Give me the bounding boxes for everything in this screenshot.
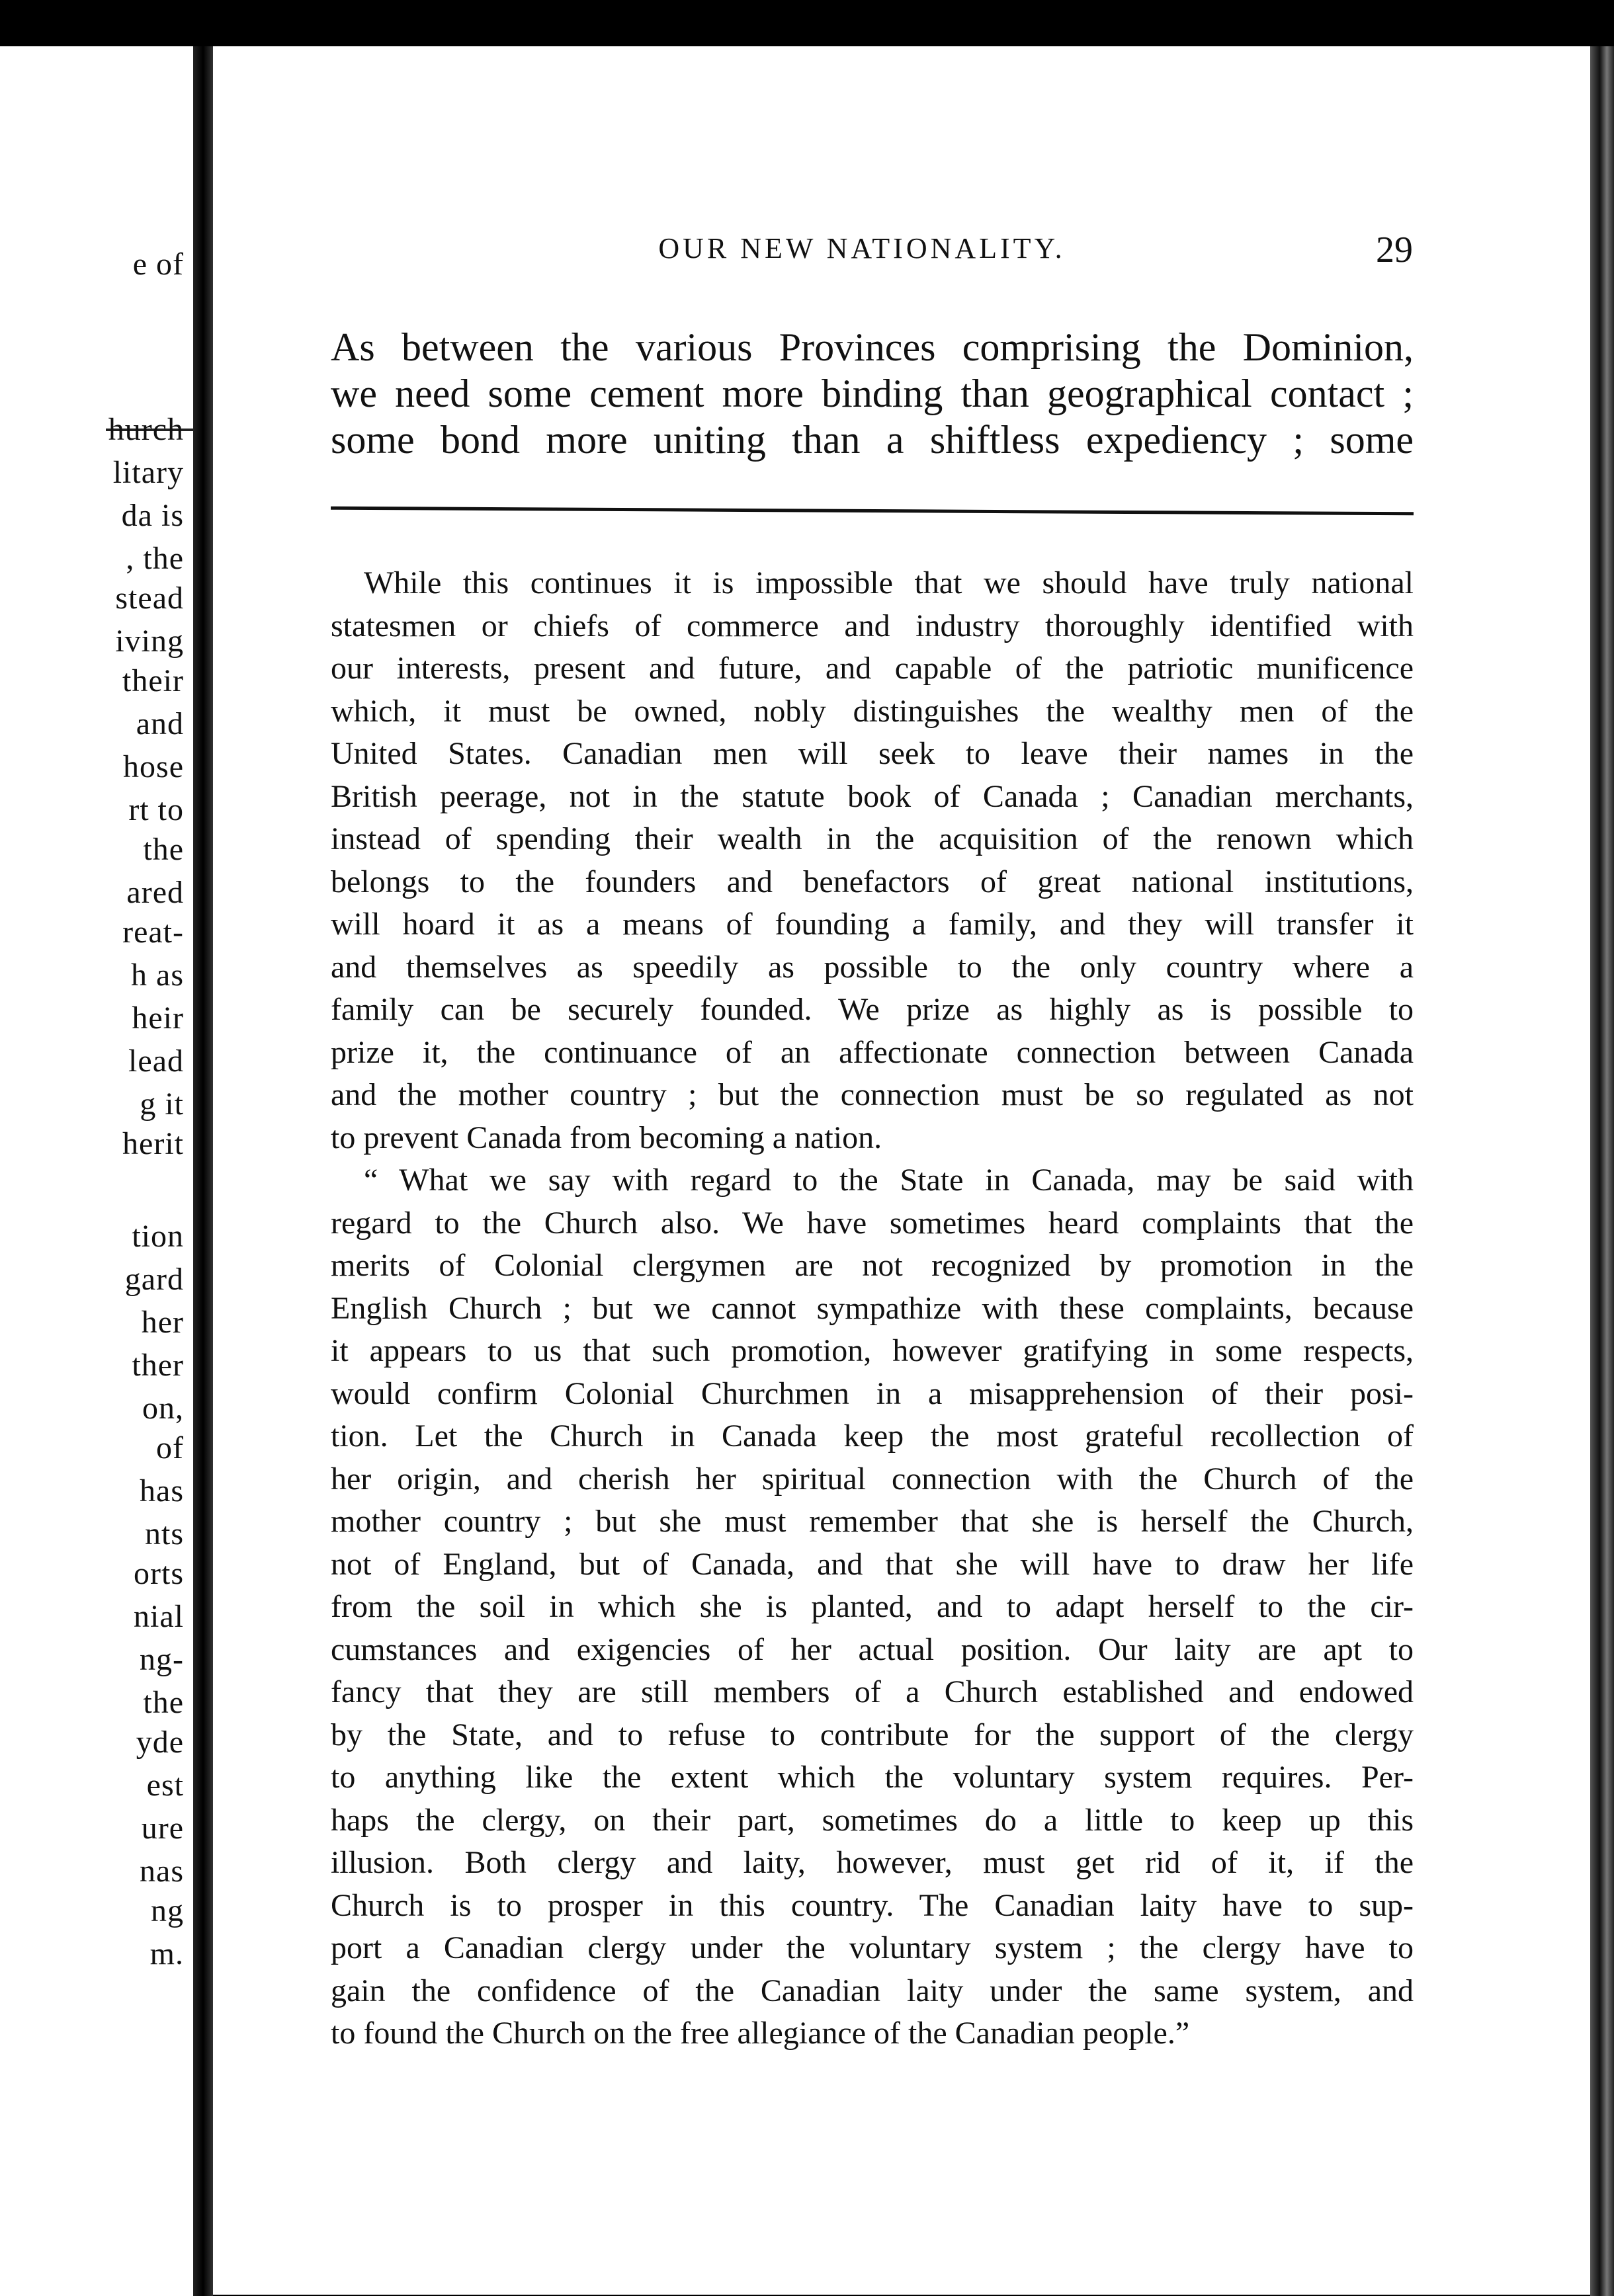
footnote-line: would confirm Colonial Churchmen in a misapprehension of their posi- xyxy=(331,1375,1414,1411)
footnote-line: Church is to prosper in this country. The Canadian laity have to sup- xyxy=(331,1887,1414,1923)
footnote-line: which, it must be owned, nobly distinguishes the wealthy men of the xyxy=(331,693,1414,729)
previous-page-fragment: and xyxy=(136,706,184,741)
footnote-line: prize it, the continuance of an affectionate connection between Canada xyxy=(331,1034,1414,1070)
previous-page-fragment: iving xyxy=(115,624,184,659)
footnote-line: to anything like the extent which the voluntary system requires. Per- xyxy=(331,1760,1414,1795)
footnote-line: our interests, present and future, and capable of the patriotic munificence xyxy=(331,651,1414,686)
footnote-line: illusion. Both clergy and laity, however, must get rid of it, if the xyxy=(331,1845,1414,1880)
footnote-line: regard to the Church also. We have sometimes heard complaints that the xyxy=(331,1205,1414,1241)
previous-page-fragment: ared xyxy=(126,875,184,910)
previous-page-fragment: nial xyxy=(134,1599,184,1634)
footnote-line: will hoard it as a means of founding a family, and they will transfer it xyxy=(331,907,1414,942)
previous-page-fragment: ure xyxy=(141,1811,184,1846)
footnote-line: to prevent Canada from becoming a nation. xyxy=(331,1120,882,1155)
body-line: some bond more uniting than a shiftless expediency ; some xyxy=(331,418,1414,462)
footnote-line: instead of spending their wealth in the acquisition of the renown which xyxy=(331,821,1414,856)
previous-page-fragment: hose xyxy=(123,749,184,784)
footnote-line: by the State, and to refuse to contribute for the support of the clergy xyxy=(331,1717,1414,1752)
footnote-line: merits of Colonial clergymen are not recognized by promotion in the xyxy=(331,1248,1414,1283)
previous-page-fragment: est xyxy=(146,1768,184,1803)
footnote-line: and themselves as speedily as possible to the only country where a xyxy=(331,949,1414,985)
previous-page-fragment: nas xyxy=(140,1854,184,1889)
footnote-line: cumstances and exigencies of her actual position. Our laity are apt to xyxy=(331,1631,1414,1667)
body-text xyxy=(331,324,1414,463)
previous-page-fragment: on, xyxy=(142,1391,184,1426)
footnote-line: belongs to the founders and benefactors of great national institutions, xyxy=(331,864,1414,899)
page-edge xyxy=(1590,46,1614,2296)
previous-page-fragment: ng- xyxy=(140,1642,184,1677)
footnote-line: United States. Canadian men will seek to leave their names in the xyxy=(331,736,1414,771)
footnote-line: port a Canadian clergy under the voluntary system ; the clergy have to xyxy=(331,1930,1414,1965)
previous-page-fragment: litary xyxy=(112,455,184,490)
previous-page-fragment: gard xyxy=(124,1262,184,1297)
previous-page-fragment: g it xyxy=(140,1086,184,1122)
previous-page-fragment: ther xyxy=(132,1348,184,1383)
previous-page-strip xyxy=(0,46,193,2296)
previous-page-fragment: has xyxy=(140,1473,184,1508)
page-number: 29 xyxy=(1376,229,1413,270)
footnote-line: it appears to us that such promotion, however gratifying in some respects, xyxy=(331,1333,1414,1368)
body-line: As between the various Provinces comprising the Dominion, xyxy=(331,325,1414,369)
book-page xyxy=(213,46,1590,2295)
previous-page-fragment: the xyxy=(143,832,184,867)
previous-page-fragment: stead xyxy=(115,581,184,616)
footnote-line: and the mother country ; but the connection must be so regulated as not xyxy=(331,1077,1414,1112)
footnote-line: mother country ; but she must remember that she is herself the Church, xyxy=(331,1504,1414,1539)
previous-page-fragment: heir xyxy=(132,1001,184,1036)
previous-page-fragment: rt to xyxy=(128,792,184,827)
footnote-line: “ What we say with regard to the State in Canada, may be said with xyxy=(364,1163,1414,1198)
footnote-line: from the soil in which she is planted, and to adapt herself to the cir- xyxy=(331,1589,1414,1624)
footnote-line: fancy that they are still members of a Church established and endowed xyxy=(331,1674,1414,1709)
previous-page-fragment: m. xyxy=(149,1936,184,1971)
previous-page-fragment: orts xyxy=(134,1556,184,1591)
previous-page-fragment: her xyxy=(141,1305,184,1340)
previous-page-fragment: of xyxy=(156,1430,184,1465)
previous-page-fragment: hurch xyxy=(108,412,184,447)
footnote xyxy=(331,562,1414,2055)
footnote-line: statesmen or chiefs of commerce and industry thoroughly identified with xyxy=(331,608,1414,643)
footnote-line: not of England, but of Canada, and that she will have to draw her life xyxy=(331,1546,1414,1582)
footnote-line: haps the clergy, on their part, sometimes do a little to keep up this xyxy=(331,1802,1414,1838)
footnote-line: tion. Let the Church in Canada keep the most grateful recollection of xyxy=(331,1418,1414,1454)
footnote-line: to found the Church on the free allegiance of the Canadian people.” xyxy=(331,2016,1190,2051)
previous-page-fragment: their xyxy=(122,663,184,698)
running-head: OUR NEW NATIONALITY. xyxy=(658,232,1066,265)
previous-page-fragment: ng xyxy=(151,1893,184,1928)
book-gutter xyxy=(193,46,213,2296)
previous-page-fragment: tion xyxy=(132,1219,184,1254)
previous-page-fragment: lead xyxy=(128,1044,184,1079)
previous-page-fragment: h as xyxy=(131,958,184,993)
previous-page-fragment: da is xyxy=(121,498,184,533)
previous-page-fragment: the xyxy=(143,1685,184,1720)
previous-page-fragment: reat- xyxy=(122,915,184,950)
previous-page-fragment: e of xyxy=(132,247,184,282)
footnote-line: family can be securely founded. We prize as highly as is possible to xyxy=(331,992,1414,1027)
previous-page-fragment: nts xyxy=(144,1516,184,1551)
body-line: we need some cement more binding than geographical contact ; xyxy=(331,372,1414,415)
footnote-line: gain the confidence of the Canadian laity under the same system, and xyxy=(331,1973,1414,2008)
footnote-line: her origin, and cherish her spiritual connection with the Church of the xyxy=(331,1461,1414,1496)
footnote-line: English Church ; but we cannot sympathize with these complaints, because xyxy=(331,1290,1414,1326)
previous-page-fragment: herit xyxy=(122,1126,184,1161)
previous-page-fragment: yde xyxy=(136,1725,184,1760)
previous-page-fragment: , the xyxy=(126,541,184,576)
footnote-separator xyxy=(331,507,1414,516)
footnote-line: British peerage, not in the statute book of Canada ; Canadian merchants, xyxy=(331,778,1414,814)
footnote-line: While this continues it is impossible that we should have truly national xyxy=(364,565,1414,600)
